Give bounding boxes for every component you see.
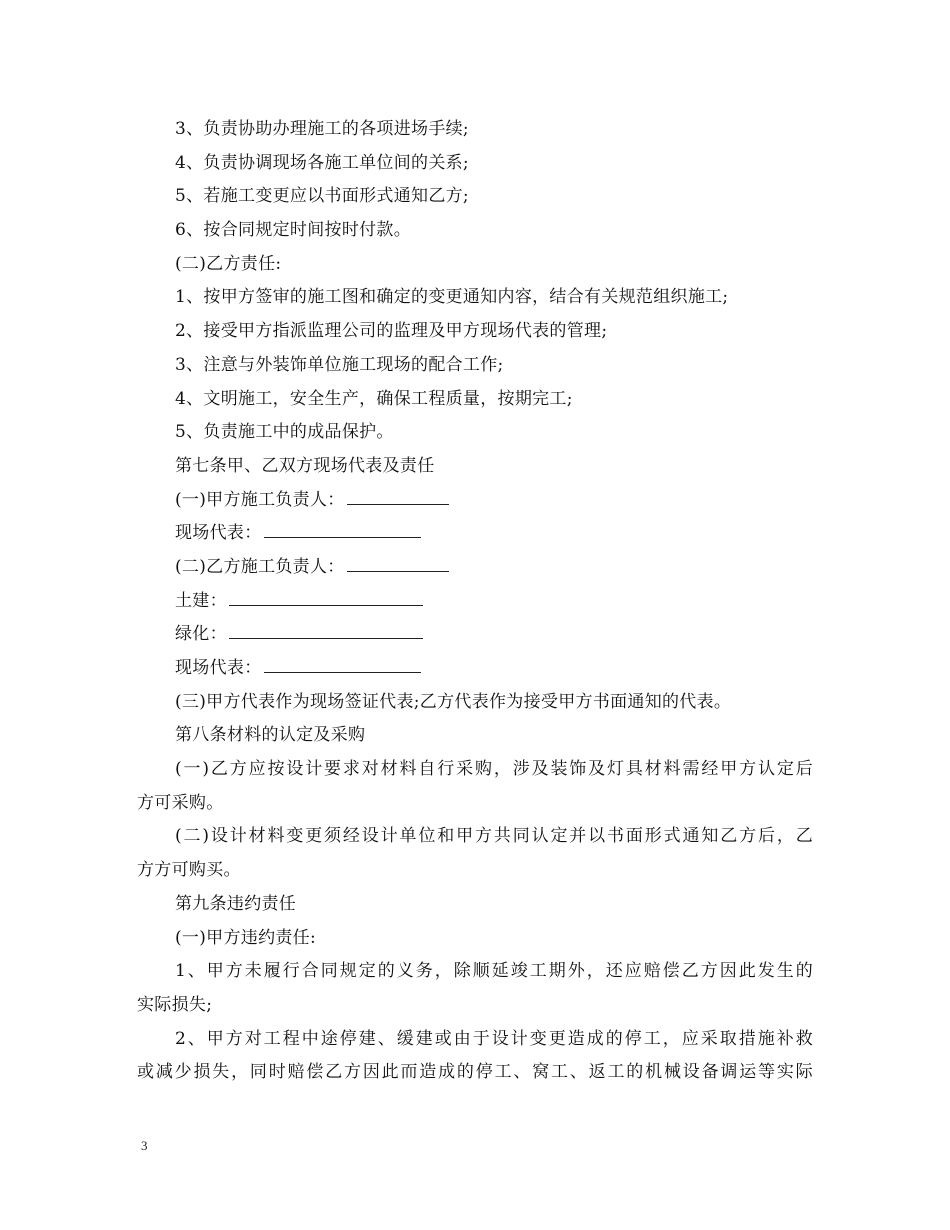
text-line: 2、接受甲方指派监理公司的监理及甲方现场代表的管理; xyxy=(175,321,608,342)
field-label: 绿化： xyxy=(175,624,227,645)
blank-line xyxy=(347,485,449,505)
blank-line xyxy=(264,518,421,538)
text-line-continuation: 实际损失; xyxy=(137,994,213,1015)
field-label: 现场代表： xyxy=(175,523,262,544)
document-body xyxy=(137,113,813,1090)
text-line-continuation: 方方可购买。 xyxy=(137,860,241,881)
field-label: (一)甲方施工负责人： xyxy=(175,489,345,510)
text-line: 2、甲方对工程中途停建、缓建或由于设计变更造成的停工，应采取措施补救 xyxy=(175,1028,813,1049)
field-label: 土建： xyxy=(175,590,227,611)
text-line: 4、负责协调现场各施工单位间的关系; xyxy=(175,152,469,173)
field-label: (二)乙方施工负责人： xyxy=(175,556,345,577)
text-line: 1、按甲方签审的施工图和确定的变更通知内容，结合有关规范组织施工; xyxy=(175,287,729,308)
article-heading: 第八条材料的认定及采购 xyxy=(175,725,366,746)
text-line: 5、若施工变更应以书面形式通知乙方; xyxy=(175,186,469,207)
text-line: 4、文明施工，安全生产，确保工程质量，按期完工; xyxy=(175,388,573,409)
blank-line xyxy=(347,552,449,572)
article-heading: 第七条甲、乙双方现场代表及责任 xyxy=(175,455,435,476)
section-heading: (一)甲方违约责任: xyxy=(175,927,316,948)
text-line: 5、负责施工中的成品保护。 xyxy=(175,422,394,443)
form-field-row xyxy=(137,618,813,652)
page-number: 3 xyxy=(141,1138,148,1153)
section-heading: (二)乙方责任: xyxy=(175,253,282,274)
blank-line xyxy=(229,586,423,606)
text-line: (一)乙方应按设计要求对材料自行采购，涉及装饰及灯具材料需经甲方认定后 xyxy=(175,759,813,780)
text-line-continuation: 方可采购。 xyxy=(137,792,224,813)
text-line: 6、按合同规定时间按时付款。 xyxy=(175,220,412,241)
text-line: 3、负责协助办理施工的各项进场手续; xyxy=(175,119,469,139)
form-field-row xyxy=(137,652,813,686)
form-field-row xyxy=(137,484,813,518)
text-line: (三)甲方代表作为现场签证代表;乙方代表作为接受甲方书面通知的代表。 xyxy=(175,691,732,712)
article-heading: 第九条违约责任 xyxy=(175,893,297,914)
text-line: 1、甲方未履行合同规定的义务，除顺延竣工期外，还应赔偿乙方因此发生的 xyxy=(175,961,813,982)
form-field-row xyxy=(137,517,813,551)
text-line-continuation: 或减少损失，同时赔偿乙方因此而造成的停工、窝工、返工的机械设备调运等实际 xyxy=(137,1062,813,1083)
field-label: 现场代表： xyxy=(175,658,262,678)
form-field-row xyxy=(137,551,813,585)
blank-line xyxy=(264,653,421,673)
form-field-row xyxy=(137,585,813,619)
text-line: 3、注意与外装饰单位施工现场的配合工作; xyxy=(175,354,504,375)
blank-line xyxy=(229,619,423,639)
text-line: (二)设计材料变更须经设计单位和甲方共同认定并以书面形式通知乙方后，乙 xyxy=(175,826,813,847)
